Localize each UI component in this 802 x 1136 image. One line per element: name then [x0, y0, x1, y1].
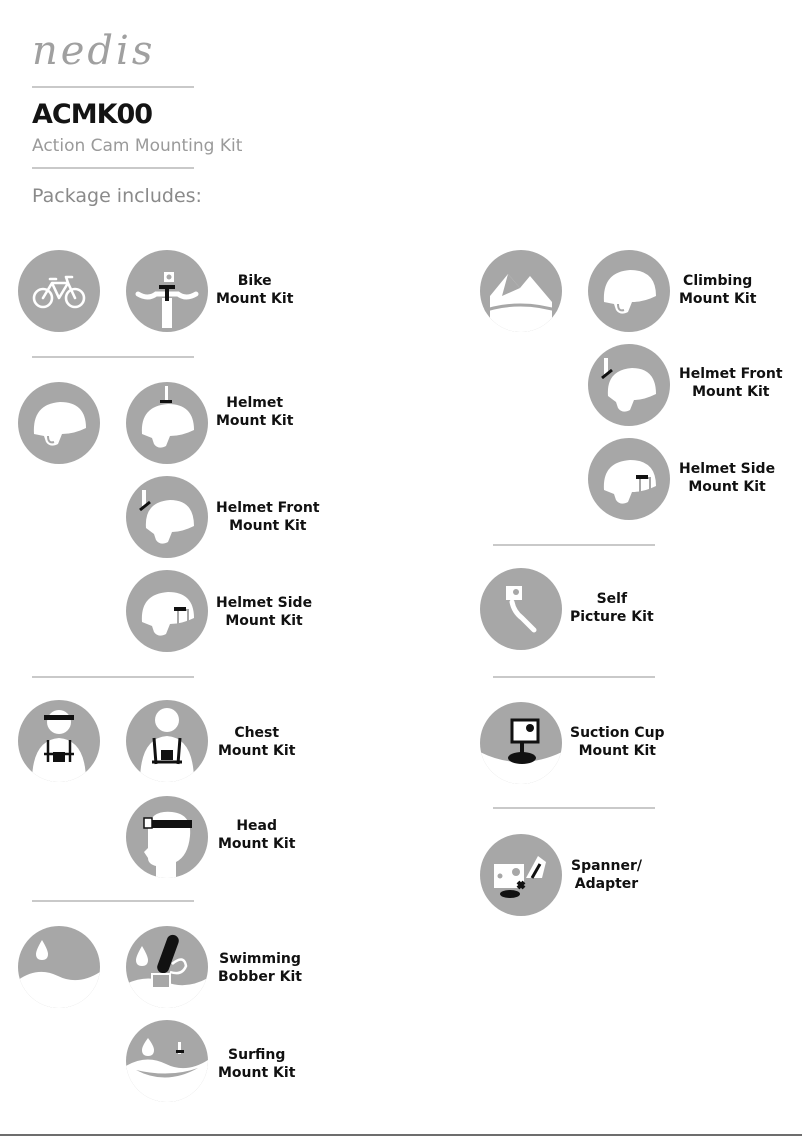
swimming-bobber-icon: [126, 926, 208, 1008]
suction-cup-mount-kit-label: Suction Cup Mount Kit: [570, 725, 665, 759]
helmet-front-mount-kit-label-climbing: Helmet Front Mount Kit: [679, 366, 783, 400]
suction-cup-icon: [480, 702, 562, 784]
spanner-adapter-icon: [480, 834, 562, 916]
divider-self: [493, 676, 655, 678]
svg-text:nedis: nedis: [32, 30, 156, 74]
model-number: ACMK00: [32, 99, 153, 130]
helmet-side-mount-kit-label: Helmet Side Mount Kit: [216, 595, 313, 629]
head-mount-icon: [126, 796, 208, 878]
self-picture-kit-label: Self Picture Kit: [570, 591, 654, 625]
person-icon: [18, 700, 100, 782]
helmet-front-mount-icon: [126, 476, 208, 558]
bike-mount-kit-label: Bike Mount Kit: [216, 273, 294, 307]
climbing-mount-icon: [588, 250, 670, 332]
divider-bike: [32, 356, 194, 358]
divider-climbing: [493, 544, 655, 546]
divider-body: [32, 900, 194, 902]
divider-helmet: [32, 676, 194, 678]
divider-suction: [493, 807, 655, 809]
helmet-front-mount-kit-label: Helmet Front Mount Kit: [216, 500, 320, 534]
swimming-bobber-kit-label: Swimming Bobber Kit: [218, 951, 302, 985]
subtitle-divider: [32, 167, 194, 169]
water-drop-icon: [18, 926, 100, 1008]
climbing-mount-kit-label: Climbing Mount Kit: [679, 273, 757, 307]
helmet-front-mount-icon-climbing: [588, 344, 670, 426]
nedis-logo: [32, 30, 202, 74]
bicycle-icon: [18, 250, 100, 332]
selfie-stick-icon: [480, 568, 562, 650]
helmet-side-mount-icon: [126, 570, 208, 652]
surfing-mount-kit-label: Surfing Mount Kit: [218, 1047, 296, 1081]
helmet-side-mount-icon-climbing: [588, 438, 670, 520]
helmet-mount-icon: [126, 382, 208, 464]
surfing-mount-icon: [126, 1020, 208, 1102]
header-divider: [32, 86, 194, 88]
mountain-icon: [480, 250, 562, 332]
product-name: Action Cam Mounting Kit: [32, 136, 243, 156]
helmet-side-mount-kit-label-climbing: Helmet Side Mount Kit: [679, 461, 776, 495]
chest-mount-kit-label: Chest Mount Kit: [218, 725, 296, 759]
helmet-mount-kit-label: Helmet Mount Kit: [216, 395, 294, 429]
head-mount-kit-label: Head Mount Kit: [218, 818, 296, 852]
helmet-icon: [18, 382, 100, 464]
bike-mount-icon: [126, 250, 208, 332]
chest-mount-icon: [126, 700, 208, 782]
package-includes-heading: Package includes:: [32, 185, 202, 207]
spanner-adapter-label: Spanner/ Adapter: [571, 858, 642, 892]
